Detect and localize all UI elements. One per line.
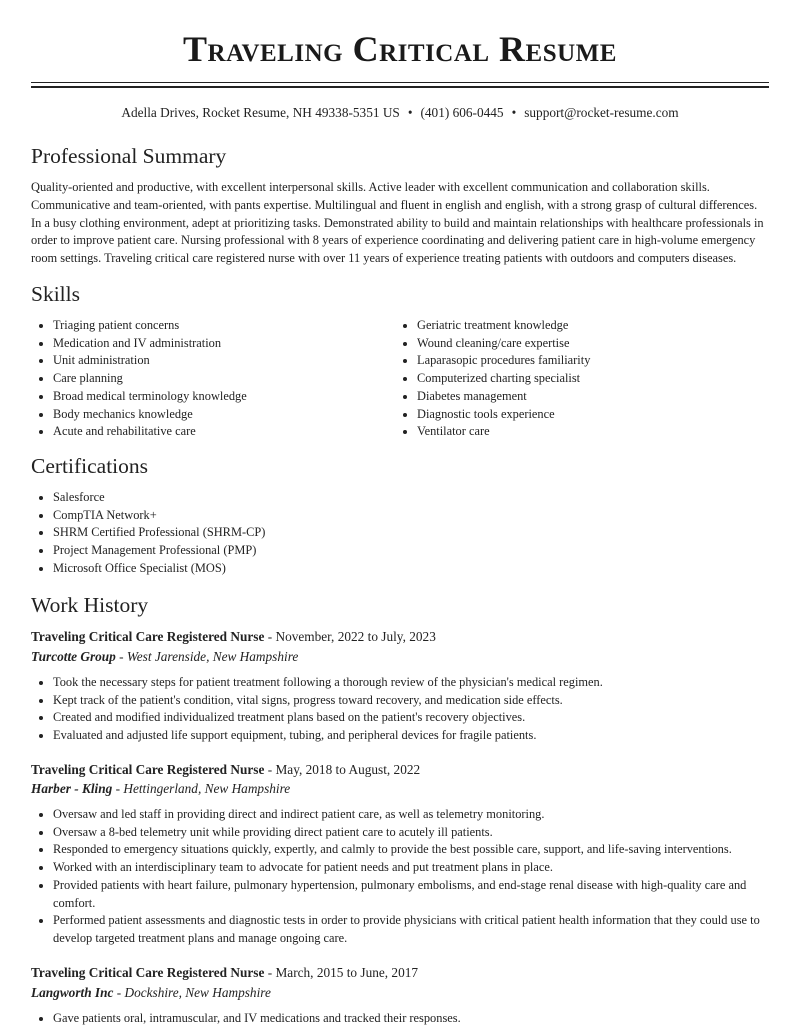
job-bullets [31,806,791,948]
contact-line [0,104,800,122]
job-title-line: Traveling Critical Care Registered Nurse - March, 2015 to June, 2017 [31,965,419,980]
skills-list-right [395,317,791,441]
job-bullets [31,674,791,745]
certifications-heading: Certifications [31,454,149,478]
certification-item: • CompTIA Network+ [53,507,791,525]
job-bullets [31,1010,791,1028]
job-bullet: • Oversaw a 8-bed telemetry unit while providing direct patient care to acutely ill patients. [53,824,791,842]
certifications-list [31,489,791,578]
job-bullet: • Oversaw and led staff in providing direct and indirect patient care, as well as telemetry monitoring. [53,806,791,824]
skill-item: • Broad medical terminology knowledge [53,388,393,406]
job-title-line: Traveling Critical Care Registered Nurse - May, 2018 to August, 2022 [31,762,421,777]
skills-heading: Skills [31,282,80,306]
skill-item: • Care planning [53,370,393,388]
summary-heading: Professional Summary [31,144,227,168]
job-title: Traveling Critical Care Registered Nurse [31,629,265,644]
job-dates: November, 2022 to July, 2023 [275,629,436,644]
job-bullet: • Performed patient assessments and diagnostic tests in order to provide physicians with critical patient health information that they could use to develop targeted treatment plans and manage ongoing care. [53,912,791,947]
job-dates: March, 2015 to June, 2017 [275,965,419,980]
contact-separator: • [511,105,517,120]
job-employer-line: Harber - Kling - Hettingerland, New Hampshire [31,781,291,796]
contact-address: Adella Drives, Rocket Resume, NH 49338-5351 US [121,105,400,120]
job-bullet: • Created and modified individualized treatment plans based on the patient's recovery objectives. [53,709,791,727]
skill-item: • Wound cleaning/care expertise [417,335,791,353]
job-bullet: • Evaluated and adjusted life support equipment, tubing, and peripheral devices for fragile patients. [53,727,791,745]
header-divider-thick [31,86,769,88]
skill-item: • Laparasopic procedures familiarity [417,352,791,370]
skill-item: • Acute and rehabilitative care [53,423,393,441]
summary-text: Quality-oriented and productive, with excellent interpersonal skills. Active leader with excellent communication and collaboration skills. Communicative and team-oriented, with pants expertise. Multilingual and fluent in english and english, with a strong grasp of cultural differences. In a busy clothing environment, adept at prioritizing tasks. Demonstrated ability to build and maintain relationships with healthcare professionals in order to improve patient care. Nursing professional with 8 years of experience coordinating and delivering patient care in high-volume emergency room settings. Traveling critical care registered nurse with over 11 years of experience treating patients with outdoors and computers diseases. [31,180,764,266]
skill-item: • Ventilator care [417,423,791,441]
job-employer-line: Langworth Inc - Dockshire, New Hampshire [31,985,271,1000]
job-dates: May, 2018 to August, 2022 [275,762,421,777]
skill-item: • Computerized charting specialist [417,370,791,388]
job-bullet: • Worked with an interdisciplinary team to advocate for patient needs and put treatment plans in place. [53,859,791,877]
job-employer: Langworth Inc [31,985,114,1000]
contact-separator: • [407,105,413,120]
skills-list-left [31,317,393,441]
work-history-heading: Work History [31,593,149,617]
job-employer-line: Turcotte Group - West Jarenside, New Hampshire [31,649,299,664]
job-title-line: Traveling Critical Care Registered Nurse - November, 2022 to July, 2023 [31,629,436,644]
job-title: Traveling Critical Care Registered Nurse [31,762,265,777]
resume-title: Traveling Critical Resume [183,29,617,69]
skill-item: • Geriatric treatment knowledge [417,317,791,335]
skill-item: • Triaging patient concerns [53,317,393,335]
header-divider-thin [31,82,769,83]
job-bullet: • Gave patients oral, intramuscular, and IV medications and tracked their responses. [53,1010,791,1028]
skill-item: • Body mechanics knowledge [53,406,393,424]
job-bullet: • Kept track of the patient's condition, vital signs, progress toward recovery, and medication side effects. [53,692,791,710]
job-employer: Harber - Kling [31,781,113,796]
skill-item: • Diagnostic tools experience [417,406,791,424]
job-bullet: • Responded to emergency situations quickly, expertly, and calmly to provide the best possible care, support, and life-saving interventions. [53,841,791,859]
certification-item: • Microsoft Office Specialist (MOS) [53,560,791,578]
certification-item: • Project Management Professional (PMP) [53,542,791,560]
skill-item: • Diabetes management [417,388,791,406]
job-location: West Jarenside, New Hampshire [126,649,299,664]
contact-phone: (401) 606-0445 [420,105,504,120]
job-employer: Turcotte Group [31,649,116,664]
job-location: Hettingerland, New Hampshire [123,781,291,796]
job-bullet: • Provided patients with heart failure, pulmonary hypertension, pulmonary embolisms, and end-stage renal disease with high-quality care and comfort. [53,877,791,912]
job-location: Dockshire, New Hampshire [124,985,271,1000]
job-title: Traveling Critical Care Registered Nurse [31,965,265,980]
certification-item: • Salesforce [53,489,791,507]
skill-item: • Unit administration [53,352,393,370]
contact-email: support@rocket-resume.com [524,105,679,120]
skill-item: • Medication and IV administration [53,335,393,353]
certification-item: • SHRM Certified Professional (SHRM-CP) [53,524,791,542]
job-bullet: • Took the necessary steps for patient treatment following a thorough review of the physician's medical regimen. [53,674,791,692]
